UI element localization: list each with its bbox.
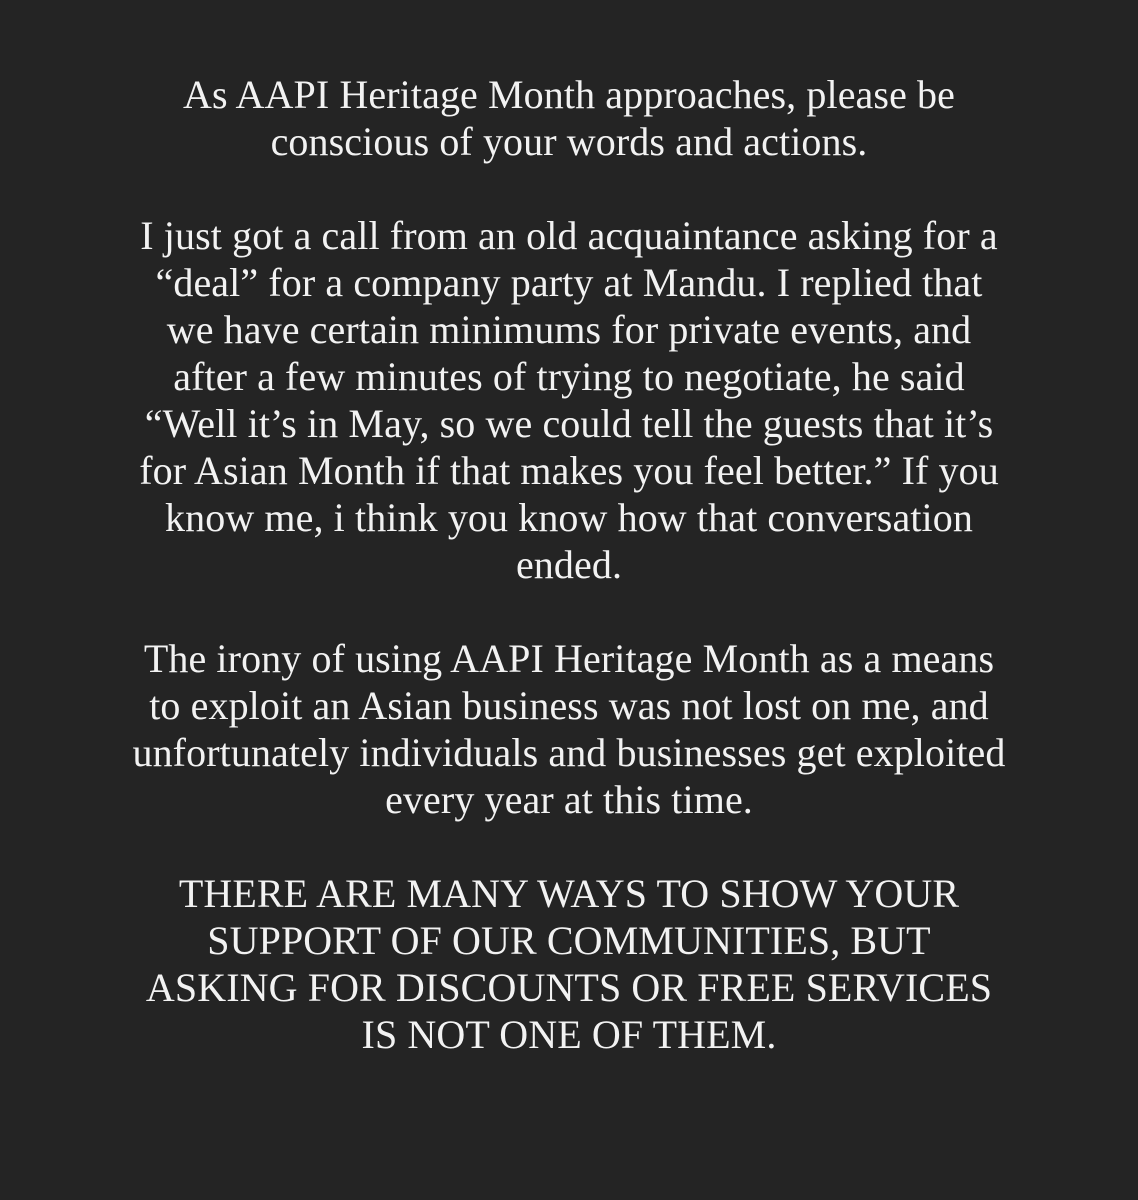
paragraph-intro [40, 71, 1098, 165]
text-line: ended. [515, 542, 623, 587]
text-line: every year at this time. [385, 777, 753, 822]
text-line: The irony of using AAPI Heritage Month as a means [143, 636, 995, 681]
text-line: unfortunately individuals and businesses get exploited [132, 730, 1006, 775]
text-line: conscious of your words and actions. [270, 119, 868, 164]
text-line: “Well it’s in May, so we could tell the guests that it’s [144, 401, 994, 446]
text-line: know me, i think you know how that conversation [165, 495, 973, 540]
story-text [40, 71, 1098, 1105]
text-line: IS NOT ONE OF THEM. [361, 1012, 777, 1057]
paragraph-irony [40, 635, 1098, 823]
text-line: SUPPORT OF OUR COMMUNITIES, BUT [207, 918, 931, 963]
text-line: THERE ARE MANY WAYS TO SHOW YOUR [178, 871, 960, 916]
paragraph-closing [40, 870, 1098, 1058]
text-line: ASKING FOR DISCOUNTS OR FREE SERVICES [145, 965, 993, 1010]
text-line: I just got a call from an old acquaintance asking for a [140, 213, 998, 258]
text-line: we have certain minimums for private events, and [166, 307, 972, 352]
paragraph-story [40, 212, 1098, 588]
text-line: after a few minutes of trying to negotiate, he said [173, 354, 965, 399]
text-line: As AAPI Heritage Month approaches, please be [183, 72, 955, 117]
text-line: for Asian Month if that makes you feel better.” If you [139, 448, 999, 493]
text-line: to exploit an Asian business was not lost on me, and [149, 683, 989, 728]
text-line: “deal” for a company party at Mandu. I replied that [155, 260, 983, 305]
